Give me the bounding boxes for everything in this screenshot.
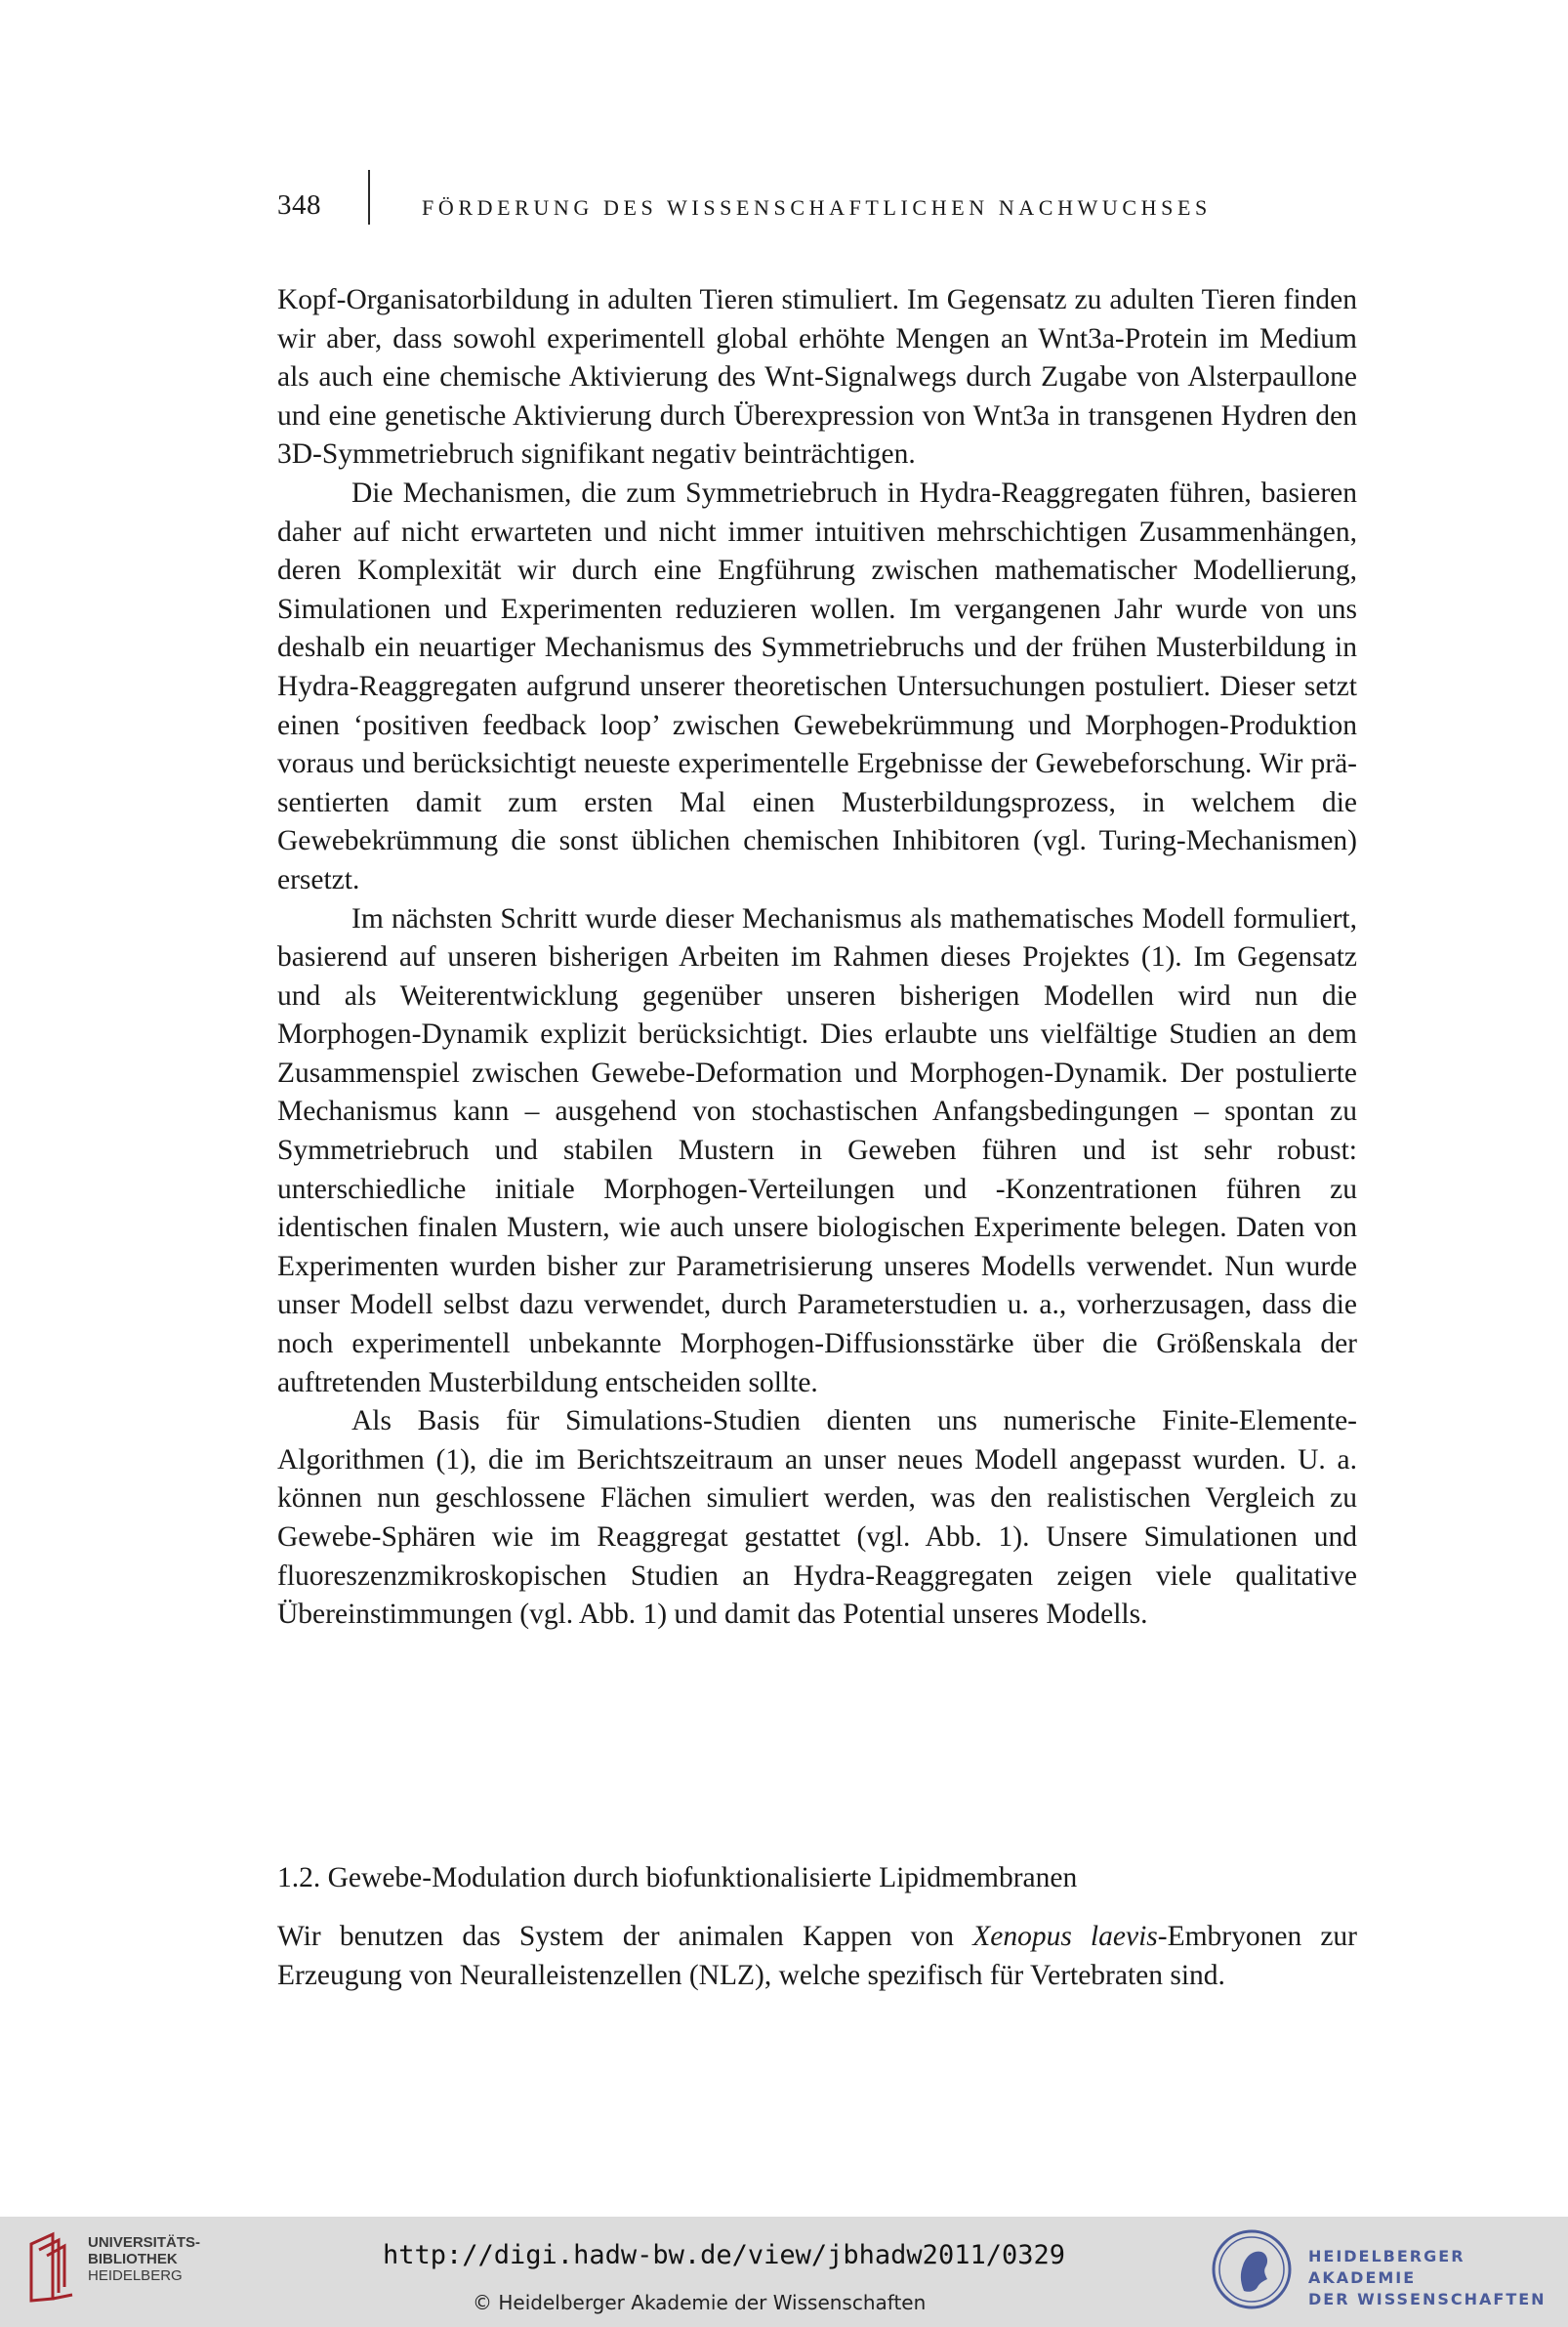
academy-name-line2: DER WISSENSCHAFTEN <box>1308 2290 1547 2308</box>
academy-seal-icon[interactable] <box>1211 2228 1293 2310</box>
academy-name <box>1308 2246 1568 2310</box>
body-text <box>277 281 1357 1635</box>
running-title: FÖRDERUNG DES WISSENSCHAFTLICHEN NACHWUCHSES <box>422 195 1212 220</box>
section-text <box>277 1917 1357 1995</box>
section-heading: 1.2. Gewebe-Modulation durch biofunktionalisierte Lipidmembranen <box>277 1862 1078 1893</box>
library-name-line3: HEIDELBERG <box>88 2267 183 2284</box>
species-name: Xenopus laevis <box>972 1921 1158 1952</box>
source-url-link[interactable]: http://digi.hadw-bw.de/view/jbhadw2011/0329 <box>383 2240 1065 2270</box>
copyright-notice: © Heidelberger Akademie der Wissenschaften <box>473 2291 927 2314</box>
paragraph-4: Als Basis für Simulations-Studien dienten uns numerische Finite-Elemente-Algorithmen (1), die im Berichtszeitraum an unser neues Modell angepasst wurden. U. a. können nun geschlossene Flächen simuliert werden, was den realistischen Vergleich zu Gewebe-Sphären wie im Reaggregat gestattet (vgl. Abb. 1). Unsere Simulationen und fluoreszenzmikroskopischen Studien an Hydra-Reaggregaten zeigen viele qualitative Übereinstimmungen (vgl. Abb. 1) und damit das Potential unseres Modells. <box>277 1405 1357 1631</box>
library-books-icon <box>25 2230 80 2305</box>
page-header <box>277 186 1361 225</box>
university-library-logo[interactable] <box>25 2230 221 2305</box>
footer-bar <box>0 2217 1568 2327</box>
header-divider <box>368 170 370 225</box>
library-name <box>88 2234 200 2284</box>
library-name-line1: UNIVERSITÄTS- <box>88 2234 201 2251</box>
library-name-line2: BIBLIOTHEK <box>88 2251 178 2267</box>
section-text-end: -Embryonen zur Erzeugung von Neuralleistenzellen (NLZ), welche spezifisch für Vertebraten sind. <box>277 1921 1358 1991</box>
paragraph-2: Die Mechanismen, die zum Symmetriebruch in Hydra-Reaggregaten führen, basieren daher auf nicht erwarteten und nicht immer intuitiven mehrschichtigen Zusammenhängen, deren Komplexität wir durch eine Engführung zwischen mathematischer Modellierung, Simulationen und Experimenten reduzieren wollen. Im vergangenen Jahr wurde von uns deshalb ein neuartiger Mechanismus des Symmetriebruchs und der frühen Musterbildung in Hydra-Reaggregaten aufgrund unserer theoretischen Untersuchungen postuliert. Dieser setzt einen ‘positiven feedback loop’ zwischen Gewebekrümmung und Morphogen-Produktion voraus und berücksichtigt neueste experimentelle Ergebnisse der Gewebeforschung. Wir präsentierten damit zum ersten Mal einen Musterbildungsprozess, in welchem die Gewebekrümmung die sonst üblichen chemischen Inhibitoren (vgl. Turing-Mechanismen) ersetzt. <box>277 477 1357 895</box>
paragraph-1: Kopf-Organisatorbildung in adulten Tieren stimuliert. Im Gegensatz zu adulten Tieren finden wir aber, dass sowohl experimentell global erhöhte Mengen an Wnt3a-Protein im Medium als auch eine chemische Aktivierung des Wnt-Signalwegs durch Zugabe von Alsterpaullone und eine genetische Aktivierung durch Überexpression von Wnt3a in transgenen Hydren den 3D-Symmetriebruch signifikant negativ beinträchtigen. <box>277 284 1357 471</box>
paragraph-3: Im nächsten Schritt wurde dieser Mechanismus als mathematisches Modell formuliert, basierend auf unseren bisherigen Arbeiten im Rahmen dieses Projektes (1). Im Gegensatz und als Weiterentwicklung gegenüber unseren bisherigen Modellen wird nun die Morphogen-Dynamik explizit berücksichtigt. Dies erlaubte uns vielfältige Studien an dem Zusammenspiel zwischen Gewebe-Deformation und Morphogen-Dynamik. Der postulierte Mechanismus kann – ausgehend von stochastischen Anfangsbedingungen – spontan zu Symmetriebruch und stabilen Mustern in Geweben führen und ist sehr robust: unterschiedliche initiale Morphogen-Verteilungen und -Konzentrationen führen zu identischen finalen Mustern, wie auch unsere biologischen Experimente belegen. Daten von Experimenten wurden bisher zur Parametrisierung unseres Modells verwendet. Nun wurde unser Modell selbst dazu verwendet, durch Parameterstudien u. a., vorherzusagen, dass die noch experimentell unbekannte Morphogen-Diffusionsstärke über die Größenskala der auftretenden Musterbildung entscheiden sollte. <box>277 902 1357 1398</box>
section-text-start: Wir benutzen das System der animalen Kappen von <box>277 1921 973 1952</box>
page-number: 348 <box>277 189 321 221</box>
academy-name-line1: HEIDELBERGER AKADEMIE <box>1308 2247 1465 2287</box>
section-paragraph <box>277 1917 1357 1995</box>
